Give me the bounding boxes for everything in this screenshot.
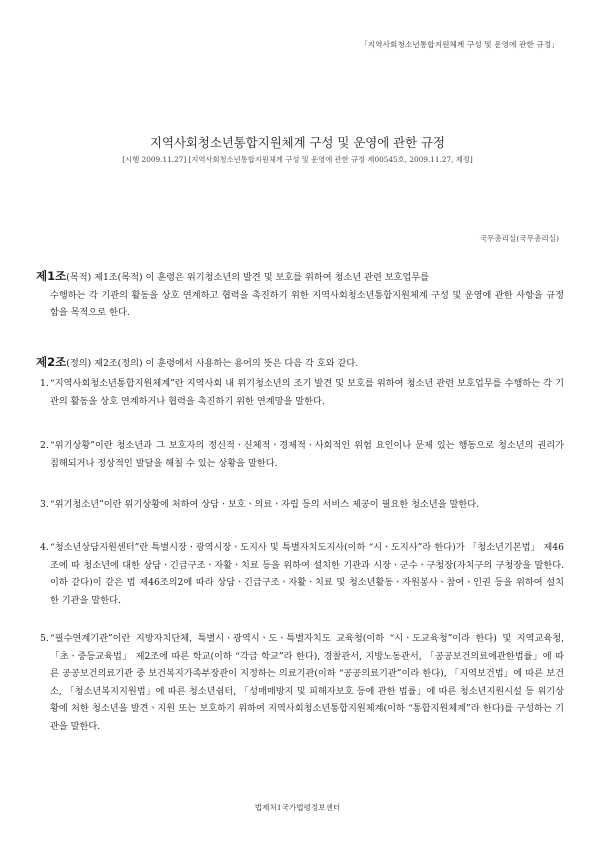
article-2	[36, 354, 564, 373]
article-number: 제2조	[36, 355, 67, 369]
item-number: 4.	[40, 542, 49, 553]
item-number: 3.	[40, 499, 49, 510]
item-number: 1.	[40, 378, 49, 389]
document-title: 지역사회청소년통합지원체계 구성 및 운영에 관한 규정	[150, 135, 445, 150]
item-text: “위기청소년”이란 위기상황에 처하여 상담ㆍ보호ㆍ의료ㆍ자립 등의 서비스 제공이 필요한 청소년을 말한다.	[50, 499, 480, 510]
item-number: 2.	[40, 440, 49, 451]
list-item	[36, 437, 564, 472]
ministry-label: 국무총리실(국무총리실)	[479, 234, 559, 243]
item-number: 5.	[40, 633, 49, 644]
article-body-text: 수행하는 각 기관의 활동을 상호 연계하고 협력을 촉진하기 위한 지역사회청소년통합지원체계 구성 및 운영에 관한 사항을 규정함을 목적으로 한다.	[50, 289, 564, 318]
item-text: “청소년상담지원센터”란 특별시장ㆍ광역시장ㆍ도지사 및 특별자치도지사(이하 “시ㆍ도지사”라 한다)가 「청소년기본법」 제46조에 따 청소년에 대한 상담ㆍ긴급구조ㆍ자활ㆍ치료 등을 위하여 설치한 기관과 시장ㆍ군수ㆍ구청장(자치구의 구청장을 말한다. 이하 같다)이 같은 법 제46조의2에 따라 상담ㆍ긴급구조ㆍ자활ㆍ치료 및 청소년활동ㆍ자원봉사ㆍ참여ㆍ인권 등을 위하여 설치한 기관을 말한다.	[50, 542, 564, 606]
list-item	[36, 375, 564, 410]
list-item	[36, 539, 564, 609]
list-item	[36, 630, 564, 735]
item-text: “지역사회청소년통합지원체계”란 지역사회 내 위기청소년의 조기 발견 및 보호를 위하여 청소년 관련 보호업무를 수행하는 각 기관의 활동을 상호 연계하거나 협력을 촉진하기 위한 연계망을 말한다.	[50, 378, 564, 407]
article-1	[36, 268, 564, 322]
item-text: “필수연계기관”이란 지방자치단체, 특별시ㆍ광역시ㆍ도ㆍ특별자치도 교육청(이하 “시ㆍ도교육청”이라 한다) 및 지역교육청, 「초ㆍ중등교육법」 제2조에 따른 학교(이하 “각급 학교”라 한다), 경찰관서, 지방노동관서, 「공공보건의료에관한법률」에 따른 공공보건의료기관 중 보건복지가족부장관이 지정하는 의료기관(이하 “공공의료기관”이라 한다), 「지역보건법」에 따른 보건소, 「청소년복지지원법」에 따른 청소년쉼터, 「성매매방지 및 피해자보호 등에 관한 법률」에 따른 청소년지원시설 등 위기상황에 처한 청소년을 발견ㆍ지원 또는 보호하기 위하여 지역사회청소년통합지원체계(이하 “통합지원체계”라 한다)를 구성하는 기관을 말한다.	[50, 633, 564, 732]
list-item	[36, 496, 564, 514]
article-heading-text: (정의) 제2조(정의) 이 훈령에서 사용하는 용어의 뜻은 다음 각 호와 같다.	[66, 358, 359, 369]
article-number: 제1조	[36, 269, 67, 283]
item-text: “위기상황”이란 청소년과 그 보호자의 정신적ㆍ신체적ㆍ경제적ㆍ사회적인 위험 요인이나 문제 있는 행동으로 청소년의 권리가 침해되거나 정상적인 발달을 해칠 수 있는 상황을 말한다.	[50, 440, 564, 469]
running-header: 「지역사회청소년통합지원체계 구성 및 운영에 관한 규정」	[360, 40, 559, 49]
enforcement-info: [시행 2009.11.27] [지역사회청소년통합지원체계 구성 및 운영에 관한 규정 제00545호, 2009.11.27, 제정]	[122, 155, 473, 164]
article-heading-text: (목적) 제1조(목적) 이 훈령은 위기청소년의 발견 및 보호를 위하여 청소년 관련 보호업무를	[66, 272, 430, 283]
page-footer: 법제처1국가법령정보센터	[254, 803, 341, 812]
